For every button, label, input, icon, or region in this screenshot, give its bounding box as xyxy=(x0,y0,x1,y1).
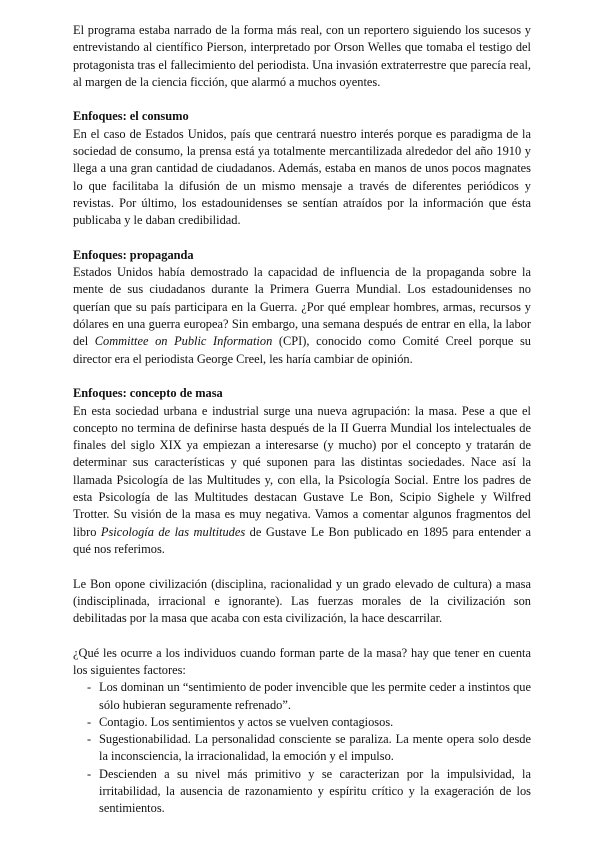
heading-consumo: Enfoques: el consumo xyxy=(73,109,189,124)
heading-propaganda: Enfoques: propaganda xyxy=(73,247,194,262)
document-page xyxy=(73,22,531,818)
list-item-text: Contagio. Los sentimientos y actos se vuelven contagiosos. xyxy=(99,714,394,729)
propaganda-paragraph xyxy=(73,264,531,368)
bullet-dash: - xyxy=(87,732,92,747)
factores-intro: ¿Qué les ocurre a los individuos cuando forman parte de la masa? hay que tener en cuenta los siguientes factores: xyxy=(73,645,531,677)
list-item-text: Sugestionabilidad. La personalidad consciente se paraliza. La mente opera solo desde la inconsciencia, la irracionalidad, la emoción y el impulso. xyxy=(99,732,531,764)
intro-paragraph: El programa estaba narrado de la forma más real, con un reportero siguiendo los sucesos y entrevistando al científico Pierson, interpretado por Orson Welles que tomaba el testigo del protagonista tras el fallecimiento del periodista. Una invasión extraterrestre que parecía real, al margen de la ciencia ficción, que alarmó a muchos oyentes. xyxy=(73,23,531,89)
masa-text-2: de Gustave Le Bon publicado en 1895 para entender a qué nos referimos. xyxy=(73,524,532,556)
bullet-dash: - xyxy=(87,714,92,729)
list-item-text: Descienden a su nivel más primitivo y se caracterizan por la impulsividad, la irritabilidad, la ausencia de razonamiento y espíritu crítico y la exageración de los sentimientos. xyxy=(99,766,531,816)
masa-text-1: En esta sociedad urbana e industrial surge una nueva agrupación: la masa. Pese a que el concepto no termina de definirse hasta después de la II Guerra Mundial los intelectuales de finales del siglo XIX ya empiezan a interesarse (y mucho) por el concepto y tratarán de determinar sus características y qué suponen para las distintas sociedades. Nace así la llamada Psicología de las Multitudes y, con ella, la Psicología Social. Entre los padres de esta Psicología de las Multitudes destacan Gustave Le Bon, Scipio Sighele y Wilfred Trotter. Su visión de la masa es muy negativa. Vamos a comentar algunos fragmentos del libro xyxy=(73,403,531,539)
propaganda-italic-cpi: Committee on Public Information xyxy=(94,334,273,349)
lebon-paragraph: Le Bon opone civilización (disciplina, racionalidad y un grado elevado de cultura) a masa (indisciplinada, irracional e ignorante). Las fuerzas morales de la civilización son debilitadas por la masa que acaba con esta civilización, la hace descarrilar. xyxy=(73,576,531,626)
bullet-dash: - xyxy=(87,766,92,781)
heading-masa: Enfoques: concepto de masa xyxy=(73,386,223,401)
list-item xyxy=(73,714,531,731)
masa-italic-book: Psicología de las multitudes xyxy=(100,524,246,539)
list-item-text: Los dominan un “sentimiento de poder invencible que les permite ceder a instintos que sólo hubieran seguramente refrenado”. xyxy=(99,680,531,712)
list-item xyxy=(73,679,531,714)
list-item xyxy=(73,766,531,818)
masa-paragraph xyxy=(73,403,531,559)
consumo-paragraph: En el caso de Estados Unidos, país que centrará nuestro interés porque es paradigma de la sociedad de consumo, la prensa está ya totalmente mercantilizada alrededor del año 1910 y llega a una gran cantidad de ciudadanos. Además, estaba en manos de unos pocos magnates lo que facilitaba la difusión de un mismo mensaje a través de diferentes periódicos y revistas. Por último, los estadounidenses se sentían atraídos por la información que ésta publicaba y le daban credibilidad. xyxy=(73,126,531,228)
factores-list xyxy=(73,679,531,817)
propaganda-text-1: Estados Unidos había demostrado la capacidad de influencia de la propaganda sobre la mente de sus ciudadanos durante la Primera Guerra Mundial. Los estadounidenses no querían que su país participara en la Guerra. ¿Por qué emplear hombres, armas, recursos y dólares en una guerra europea? Sin embargo, una semana después de entrar en ella, la labor del xyxy=(73,265,531,349)
list-item xyxy=(73,731,531,766)
propaganda-text-2: (CPI), conocido como Comité Creel porque su director era el periodista George Creel, les haría cambiar de opinión. xyxy=(73,334,531,366)
bullet-dash: - xyxy=(87,680,92,695)
